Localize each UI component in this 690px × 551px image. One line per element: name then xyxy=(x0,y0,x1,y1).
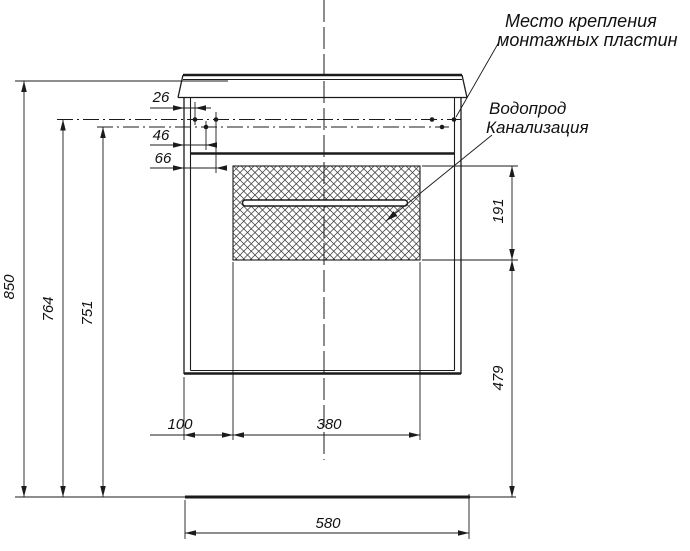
annotation-utilities-line1: Водопрод xyxy=(489,99,567,118)
annotation-mounting-plates-line2: монтажных пластин xyxy=(497,30,678,50)
dim-label-100: 100 xyxy=(167,416,193,433)
dim-label-751: 751 xyxy=(79,300,96,326)
mounting-point xyxy=(452,117,457,122)
dim-label-66: 66 xyxy=(154,150,172,167)
mounting-point xyxy=(430,117,435,122)
dim-label-380: 380 xyxy=(316,416,342,433)
countertop xyxy=(178,75,467,98)
dim-label-580: 580 xyxy=(315,515,341,532)
dim-label-191: 191 xyxy=(490,198,507,224)
mounting-plate-lines xyxy=(57,117,461,129)
dimension-764 xyxy=(60,120,66,498)
utility-zone-hatch xyxy=(233,166,420,260)
dimension-479 xyxy=(509,260,515,497)
dim-label-850: 850 xyxy=(1,274,18,300)
annotation-utilities-line2: Канализация xyxy=(486,118,589,137)
dim-label-479: 479 xyxy=(490,365,507,391)
dim-label-764: 764 xyxy=(40,296,57,322)
mounting-point xyxy=(440,125,445,130)
dim-label-46: 46 xyxy=(152,127,170,144)
annotation-mounting-plates-line1: Место крепления xyxy=(505,11,657,31)
dimension-751 xyxy=(100,127,106,497)
dim-label-26: 26 xyxy=(152,89,170,106)
connection-slot xyxy=(243,200,408,206)
